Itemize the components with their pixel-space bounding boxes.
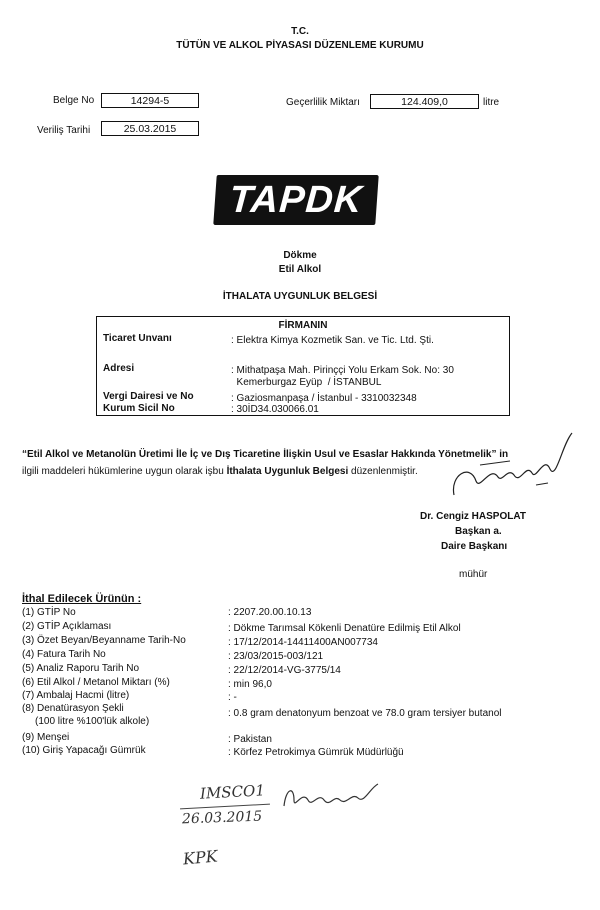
verilis-label: Veriliş Tarihi <box>37 125 91 136</box>
adres-label: Adresi <box>103 363 135 374</box>
product-value-10: : Körfez Petrokimya Gümrük Müdürlüğü <box>228 747 404 758</box>
product-value-5: : 22/12/2014-VG-3775/14 <box>228 665 341 676</box>
product-value-1: : 2207.20.00.10.13 <box>228 607 312 618</box>
belge-no-label: Belge No <box>53 95 95 106</box>
product-value-7: : - <box>228 692 237 703</box>
title-dokme: Dökme <box>283 250 317 261</box>
compliance-text-part2: düzenlenmiştir. <box>348 466 418 477</box>
gecerlilik-value: 124.409,0 <box>401 95 448 108</box>
product-label-10: (10) Giriş Yapacağı Gümrük <box>22 745 146 756</box>
product-label-6: (6) Etil Alkol / Metanol Miktarı (%) <box>22 677 170 688</box>
compliance-text-part1: ilgili maddeleri hükümlerine uygun olarak işbu <box>22 466 227 477</box>
handwritten-code: IMSCO1 <box>199 781 266 803</box>
verilis-value: 25.03.2015 <box>123 122 177 135</box>
product-value-4: : 23/03/2015-003/121 <box>228 651 324 662</box>
product-value-8: : 0.8 gram denatonyum benzoat ve 78.0 gram tersiyer butanol <box>228 708 502 719</box>
tapdk-logo <box>213 175 378 225</box>
compliance-text-bold: İthalata Uygunluk Belgesi <box>226 466 349 477</box>
handwritten-date: 26.03.2015 <box>181 808 263 828</box>
product-label-8-sub: (100 litre %100'lük alkole) <box>35 716 150 727</box>
product-value-9: : Pakistan <box>228 734 272 745</box>
adres-value-line2: Kemerburgaz Eyüp / İSTANBUL <box>231 377 382 388</box>
header-institution: TÜTÜN VE ALKOL PİYASASI DÜZENLEME KURUMU <box>176 40 424 51</box>
product-label-8: (8) Denatürasyon Şekli <box>22 703 124 714</box>
product-value-6: : min 96,0 <box>228 679 272 690</box>
product-label-1: (1) GTİP No <box>22 607 76 618</box>
firm-heading: FİRMANIN <box>278 320 328 331</box>
stamp-label: mühür <box>459 569 488 580</box>
handwritten-initials: KPK <box>182 846 219 869</box>
product-label-4: (4) Fatura Tarih No <box>22 649 106 660</box>
product-label-2: (2) GTİP Açıklaması <box>22 621 112 632</box>
vergi-label: Vergi Dairesi ve No <box>103 391 194 402</box>
document-title: İTHALATA UYGUNLUK BELGESİ <box>222 291 378 302</box>
handwritten-signature <box>278 778 388 818</box>
compliance-text <box>22 466 418 477</box>
signatory-role2: Daire Başkanı <box>441 541 508 552</box>
gecerlilik-label: Geçerlilik Miktarı <box>286 97 360 108</box>
belge-no-value: 14294-5 <box>130 94 170 107</box>
vergi-value: : Gaziosmanpaşa / İstanbul - 3310032348 <box>231 393 417 404</box>
product-label-9: (9) Menşei <box>22 732 70 743</box>
product-heading: İthal Edilecek Ürünün : <box>22 593 142 605</box>
gecerlilik-box <box>370 94 479 109</box>
header-tc: T.C. <box>291 26 309 37</box>
product-label-7: (7) Ambalaj Hacmi (litre) <box>22 690 130 701</box>
product-label-5: (5) Analiz Raporu Tarih No <box>22 663 140 674</box>
signatory-role1: Başkan a. <box>455 526 502 537</box>
product-label-3: (3) Özet Beyan/Beyanname Tarih-No <box>22 635 186 646</box>
signature <box>440 425 580 505</box>
ticaret-unvani-label: Ticaret Unvanı <box>103 333 172 344</box>
logo-text: TAPDK <box>228 178 365 221</box>
verilis-box <box>101 121 199 136</box>
sicil-label: Kurum Sicil No <box>103 403 175 414</box>
sicil-value: : 30İD34.030066.01 <box>231 404 319 415</box>
gecerlilik-unit: litre <box>483 97 500 108</box>
title-etil-alkol: Etil Alkol <box>278 264 322 275</box>
product-value-2: : Dökme Tarımsal Kökenli Denatüre Edilmiş Etil Alkol <box>228 623 461 634</box>
adres-value-line1: : Mithatpaşa Mah. Pirinççi Yolu Erkam Sok. No: 30 <box>231 365 454 376</box>
firm-box <box>96 316 510 416</box>
ticaret-unvani-value: : Elektra Kimya Kozmetik San. ve Tic. Ltd. Şti. <box>231 335 434 346</box>
belge-no-box <box>101 93 199 108</box>
regulation-text: “Etil Alkol ve Metanolün Üretimi İle İç ve Dış Ticaretine İlişkin Usul ve Esaslar Hakkında Yönetmelik” in <box>22 449 509 460</box>
signatory-name: Dr. Cengiz HASPOLAT <box>420 511 526 522</box>
product-value-3: : 17/12/2014-14411400AN007734 <box>228 637 378 648</box>
